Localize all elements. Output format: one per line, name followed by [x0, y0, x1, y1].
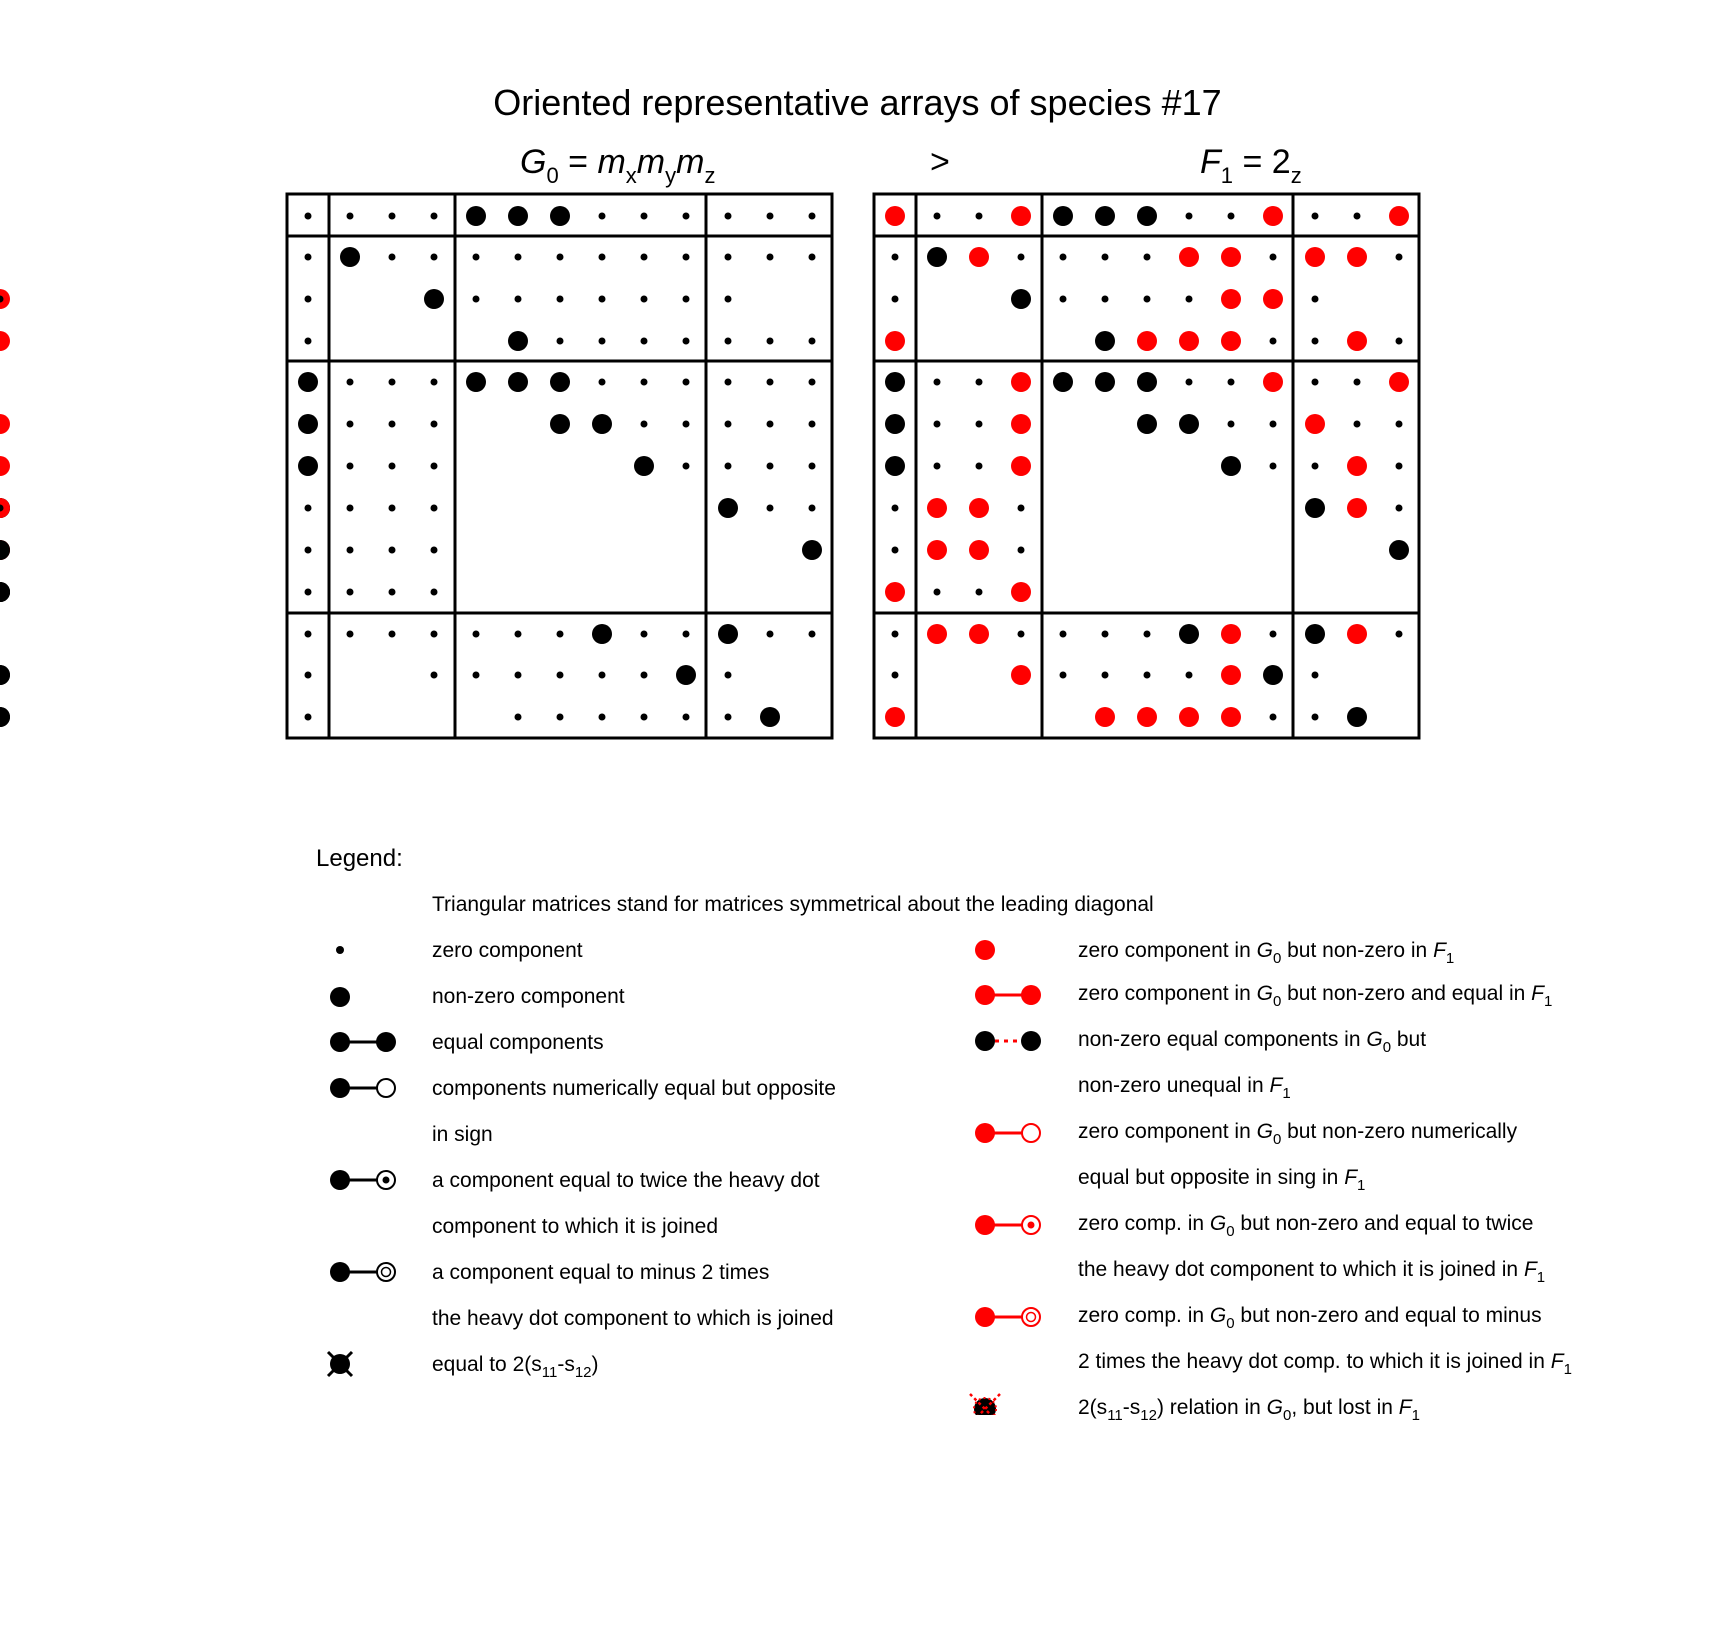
left-array-zero-dot: [347, 547, 354, 554]
left-array-zero-dot: [389, 213, 396, 220]
left-array-zero-dot: [683, 714, 690, 721]
left-array-zero-dot: [473, 296, 480, 303]
left-array-zero-dot: [347, 213, 354, 220]
left-array-zero-dot: [767, 254, 774, 261]
left-array-nonzero-dot: [718, 624, 738, 644]
left-array-nonzero-dot: [550, 372, 570, 392]
left-array-zero-dot: [683, 463, 690, 470]
red-equal-pair-icon: [975, 985, 1041, 1005]
legend-minus-twice-line-2: the heavy dot component to which is joined: [432, 1307, 834, 1330]
left-array-zero-dot: [683, 213, 690, 220]
left-array-zero-dot: [641, 421, 648, 428]
right-array-zero-dot: [1312, 338, 1319, 345]
left-array-nonzero-dot: [592, 624, 612, 644]
left-array-zero-dot: [557, 338, 564, 345]
left-array-zero-dot: [347, 589, 354, 596]
right-array-nonzero-dot: [1347, 707, 1367, 727]
right-array-new-nonzero-dot: [1011, 206, 1031, 226]
legend-right-symbols: [965, 935, 1055, 1415]
right-array-new-nonzero-dot: [1137, 707, 1157, 727]
left-array-zero-dot: [557, 296, 564, 303]
left-array-zero-dot: [809, 421, 816, 428]
right-array-new-nonzero-dot: [1305, 247, 1325, 267]
left-array-zero-dot: [347, 421, 354, 428]
legend-broken-pair-line-1: non-zero equal components in $G_0$ but: [1078, 1028, 1427, 1056]
right-array-zero-dot: [934, 421, 941, 428]
right-array-zero-dot: [1396, 631, 1403, 638]
right-array-nonzero-dot: [1053, 206, 1073, 226]
right-array-new-nonzero-dot: [1179, 331, 1199, 351]
right-array-new-nonzero-dot: [885, 331, 905, 351]
right-array-zero-dot: [1270, 421, 1277, 428]
left-array-zero-dot: [515, 254, 522, 261]
right-array-zero-dot: [1018, 547, 1025, 554]
right-array-header: $F_1 = 2_z$: [1200, 143, 1302, 188]
right-array-new-nonzero-dot: [1347, 624, 1367, 644]
right-array-new-nonzero-dot: [1221, 624, 1241, 644]
legend-red-opposite-line-2: equal but opposite in sing in $F_1$: [1078, 1166, 1366, 1194]
right-array-nonzero-dot: [1095, 372, 1115, 392]
right-array-zero-dot: [1312, 463, 1319, 470]
right-array-zero-dot: [1354, 421, 1361, 428]
lost-cross-dot-icon: [970, 1394, 1000, 1415]
left-array-zero-dot: [305, 589, 312, 596]
left-array-zero-dot: [641, 296, 648, 303]
right-array-frame: [874, 194, 1419, 738]
right-array-zero-dot: [1060, 296, 1067, 303]
right-array-zero-dot: [1186, 672, 1193, 679]
left-array-zero-dot: [725, 379, 732, 386]
legend-twice-line-2: component to which it is joined: [432, 1215, 718, 1238]
right-array-zero-dot: [1144, 254, 1151, 261]
left-array-zero-dot: [683, 254, 690, 261]
right-array-zero-dot: [934, 379, 941, 386]
left-array-zero-dot: [557, 672, 564, 679]
legend-twice-line-1: a component equal to twice the heavy dot: [432, 1169, 820, 1192]
left-array-nonzero-dot: [550, 414, 570, 434]
right-array-nonzero-dot: [1137, 414, 1157, 434]
right-array-nonzero-dot: [0, 582, 10, 602]
right-array-new-nonzero-dot: [969, 540, 989, 560]
right-array-new-nonzero-dot: [1347, 247, 1367, 267]
right-array-new-nonzero-dot: [1305, 414, 1325, 434]
left-array-zero-dot: [683, 338, 690, 345]
left-array-nonzero-dot: [802, 540, 822, 560]
left-array-zero-dot: [389, 589, 396, 596]
left-array-zero-dot: [725, 672, 732, 679]
right-array-new-nonzero-dot: [969, 247, 989, 267]
right-array-zero-dot: [1396, 254, 1403, 261]
right-array-new-nonzero-dot: [1221, 247, 1241, 267]
left-array-nonzero-dot: [760, 707, 780, 727]
left-array-zero-dot: [305, 631, 312, 638]
left-array-zero-dot: [767, 421, 774, 428]
left-array-zero-dot: [725, 296, 732, 303]
right-array-nonzero-dot: [1179, 414, 1199, 434]
legend-equal-components: equal components: [432, 1031, 604, 1054]
right-array-new-nonzero-dot: [927, 624, 947, 644]
left-array-nonzero-dot: [424, 289, 444, 309]
legend-minus-twice-line-1: a component equal to minus 2 times: [432, 1261, 770, 1284]
left-array-zero-dot: [305, 213, 312, 220]
right-array-zero-dot: [1312, 379, 1319, 386]
legend-note: Triangular matrices stand for matrices symmetrical about the leading diagonal: [432, 893, 1154, 916]
right-array-new-nonzero-dot: [1179, 707, 1199, 727]
legend-red-equal-pair: zero component in $G_0$ but non-zero and equal in $F_1$: [1078, 982, 1553, 1010]
left-array-zero-dot: [431, 379, 438, 386]
left-array-zero-dot: [431, 463, 438, 470]
right-array-zero-dot: [892, 672, 899, 679]
left-array-frame: [287, 194, 832, 738]
left-array-zero-dot: [557, 714, 564, 721]
right-array-new-nonzero-dot: [1263, 289, 1283, 309]
left-array-zero-dot: [809, 505, 816, 512]
left-array-zero-dot: [725, 338, 732, 345]
right-array-new-nonzero-dot: [927, 540, 947, 560]
cross-dot-icon: [328, 1352, 352, 1376]
red-twice-pair-icon: [975, 1215, 1040, 1235]
left-array-zero-dot: [809, 631, 816, 638]
right-array-new-nonzero-dot: [969, 498, 989, 518]
right-array-nonzero-dot: [927, 247, 947, 267]
left-array-zero-dot: [389, 379, 396, 386]
right-array-new-nonzero-dot: [1011, 665, 1031, 685]
left-array-zero-dot: [725, 213, 732, 220]
right-array-new-nonzero-dot: [0, 331, 10, 351]
left-array-zero-dot: [725, 254, 732, 261]
right-array-zero-dot: [1270, 631, 1277, 638]
left-array-zero-dot: [389, 254, 396, 261]
right-array-zero-dot: [1354, 213, 1361, 220]
right-array-zero-dot: [1312, 672, 1319, 679]
left-array-zero-dot: [389, 463, 396, 470]
left-array-zero-dot: [557, 631, 564, 638]
left-array-nonzero-dot: [550, 206, 570, 226]
right-array-new-nonzero-dot: [1389, 372, 1409, 392]
left-array-zero-dot: [641, 254, 648, 261]
right-array-zero-dot: [934, 589, 941, 596]
right-array-zero-dot: [892, 505, 899, 512]
legend-title: Legend:: [316, 845, 403, 872]
right-array-nonzero-dot: [1095, 206, 1115, 226]
right-array-new-nonzero-dot: [1221, 707, 1241, 727]
right-array-nonzero-dot: [1137, 206, 1157, 226]
left-array-zero-dot: [473, 254, 480, 261]
right-array-zero-dot: [1102, 254, 1109, 261]
left-array-zero-dot: [473, 631, 480, 638]
right-array-nonzero-dot: [1011, 289, 1031, 309]
right-array-zero-dot: [892, 547, 899, 554]
left-array-zero-dot: [389, 631, 396, 638]
right-array-zero-dot: [1228, 379, 1235, 386]
left-array-zero-dot: [599, 338, 606, 345]
right-array-zero-dot: [1102, 631, 1109, 638]
left-array-zero-dot: [431, 505, 438, 512]
left-array-zero-dot: [599, 714, 606, 721]
legend-red-minus-twice-line-1: zero comp. in $G_0$ but non-zero and equal to minus: [1078, 1304, 1542, 1332]
left-array-zero-dot: [641, 213, 648, 220]
right-array-zero-dot: [934, 463, 941, 470]
left-array-zero-dot: [767, 505, 774, 512]
equal-pair-icon: [330, 1032, 396, 1052]
heavy-dot-icon: [330, 987, 350, 1007]
left-array-zero-dot: [641, 338, 648, 345]
left-array-zero-dot: [809, 338, 816, 345]
left-array-nonzero-dot: [298, 414, 318, 434]
right-array-zero-dot: [1186, 213, 1193, 220]
right-array-zero-dot: [1018, 505, 1025, 512]
right-array-new-nonzero-dot: [1221, 665, 1241, 685]
left-array-nonzero-dot: [340, 247, 360, 267]
left-array-zero-dot: [683, 421, 690, 428]
right-array-zero-dot: [1270, 254, 1277, 261]
left-array-zero-dot: [641, 631, 648, 638]
right-array-zero-dot: [1144, 631, 1151, 638]
legend-red-opposite-line-1: zero component in $G_0$ but non-zero numerically: [1078, 1120, 1518, 1148]
right-array-zero-dot: [1186, 379, 1193, 386]
left-array-nonzero-dot: [508, 331, 528, 351]
red-dot-icon: [975, 940, 995, 960]
right-array-zero-dot: [1228, 213, 1235, 220]
right-array-new-nonzero-dot: [1011, 414, 1031, 434]
left-array-zero-dot: [641, 714, 648, 721]
legend-red-minus-twice-line-2: 2 times the heavy dot comp. to which it is joined in $F_1$: [1078, 1350, 1572, 1378]
left-array-zero-dot: [389, 505, 396, 512]
left-array-zero-dot: [809, 379, 816, 386]
right-array-new-nonzero-dot: [1179, 247, 1199, 267]
legend-opposite-line-1: components numerically equal but opposite: [432, 1077, 836, 1100]
right-array-zero-dot: [1354, 379, 1361, 386]
left-array-zero-dot: [431, 589, 438, 596]
right-array-zero-dot: [1018, 631, 1025, 638]
left-array-nonzero-dot: [508, 206, 528, 226]
left-array-nonzero-dot: [676, 665, 696, 685]
right-array-new-nonzero-dot: [1221, 289, 1241, 309]
legend-non-zero-component: non-zero component: [432, 985, 625, 1008]
left-array-zero-dot: [305, 547, 312, 554]
left-array-zero-dot: [599, 672, 606, 679]
right-array-zero-dot: [892, 296, 899, 303]
minus-twice-pair-icon: [330, 1262, 395, 1282]
left-array-zero-dot: [347, 631, 354, 638]
left-array-zero-dot: [515, 631, 522, 638]
right-array-new-nonzero-dot: [1011, 582, 1031, 602]
right-array-nonzero-dot: [1095, 331, 1115, 351]
left-array-zero-dot: [809, 463, 816, 470]
right-array-new-nonzero-dot: [1011, 372, 1031, 392]
right-array-nonzero-dot: [885, 372, 905, 392]
right-array-zero-dot: [1396, 505, 1403, 512]
left-array-zero-dot: [683, 296, 690, 303]
left-array-zero-dot: [683, 379, 690, 386]
right-array-new-nonzero-dot: [0, 456, 10, 476]
right-array-nonzero-dot: [1389, 540, 1409, 560]
left-array-zero-dot: [473, 672, 480, 679]
right-array-zero-dot: [1186, 296, 1193, 303]
left-array-zero-dot: [347, 505, 354, 512]
legend-broken-pair-line-2: non-zero unequal in $F_1$: [1078, 1074, 1291, 1102]
left-array-zero-dot: [725, 421, 732, 428]
left-array-zero-dot: [767, 463, 774, 470]
left-array-nonzero-dot: [508, 372, 528, 392]
right-array-zero-dot: [1270, 338, 1277, 345]
left-array-zero-dot: [767, 631, 774, 638]
right-array-zero-dot: [976, 589, 983, 596]
left-array-zero-dot: [305, 505, 312, 512]
left-array-nonzero-dot: [298, 372, 318, 392]
left-array-zero-dot: [725, 463, 732, 470]
left-array-zero-dot: [389, 547, 396, 554]
legend-red-dot: zero component in $G_0$ but non-zero in $F_1$: [1078, 939, 1455, 967]
right-array-nonzero-dot: [1137, 372, 1157, 392]
legend-red-twice-line-1: zero comp. in $G_0$ but non-zero and equal to twice: [1078, 1212, 1534, 1240]
right-array-nonzero-dot: [1305, 498, 1325, 518]
left-array-zero-dot: [599, 213, 606, 220]
right-array-new-nonzero-dot: [1137, 331, 1157, 351]
right-array-new-nonzero-dot: [1095, 707, 1115, 727]
left-array-zero-dot: [683, 631, 690, 638]
right-array-zero-dot: [976, 379, 983, 386]
right-array-zero-dot: [976, 213, 983, 220]
broken-pair-icon: [975, 1031, 1041, 1051]
legend-lost-cross-dot: $2(s_{11}-s_{12})$ relation in $G_0$, but lost in $F_1$: [1078, 1396, 1420, 1424]
left-array-nonzero-dot: [466, 372, 486, 392]
left-array-zero-dot: [431, 631, 438, 638]
right-array-new-nonzero-dot: [1263, 206, 1283, 226]
left-array-zero-dot: [305, 714, 312, 721]
right-array-new-nonzero-dot: [1347, 498, 1367, 518]
left-array-zero-dot: [641, 379, 648, 386]
legend-left-symbols: [320, 935, 410, 1385]
small-dot-icon: [336, 946, 344, 954]
left-array-zero-dot: [515, 672, 522, 679]
right-array-new-nonzero-dot: [969, 624, 989, 644]
right-array-zero-dot: [1018, 254, 1025, 261]
right-array-nonzero-dot: [885, 414, 905, 434]
right-array-zero-dot: [1396, 421, 1403, 428]
opposite-pair-icon: [330, 1078, 395, 1098]
left-array-zero-dot: [767, 379, 774, 386]
left-array-zero-dot: [599, 296, 606, 303]
left-array-zero-dot: [431, 421, 438, 428]
legend-red-twice-line-2: the heavy dot component to which it is joined in $F_1$: [1078, 1258, 1546, 1286]
right-array-zero-dot: [1396, 463, 1403, 470]
left-array-nonzero-dot: [718, 498, 738, 518]
left-array-zero-dot: [515, 296, 522, 303]
left-array-zero-dot: [431, 254, 438, 261]
right-array-zero-dot: [934, 213, 941, 220]
right-array-zero-dot: [1312, 296, 1319, 303]
left-array-zero-dot: [305, 254, 312, 261]
left-array-zero-dot: [809, 213, 816, 220]
left-array-header: $G_0 = m_xm_ym_z$: [520, 143, 716, 188]
left-array-zero-dot: [767, 338, 774, 345]
right-array-new-nonzero-dot: [1221, 331, 1241, 351]
right-array-nonzero-dot: [0, 707, 10, 727]
right-array-zero-dot: [1060, 631, 1067, 638]
legend-cross-dot: equal to $2(s_{11}-s_{12})$: [432, 1353, 599, 1381]
left-array-zero-dot: [305, 672, 312, 679]
right-array-zero-dot: [1102, 672, 1109, 679]
right-array-zero-dot: [976, 421, 983, 428]
right-array-new-nonzero-dot: [927, 498, 947, 518]
left-array-zero-dot: [431, 672, 438, 679]
right-array-new-nonzero-dot: [1347, 331, 1367, 351]
right-array-nonzero-dot: [1263, 665, 1283, 685]
left-array-zero-dot: [389, 421, 396, 428]
right-array-zero-dot: [1270, 463, 1277, 470]
left-array-zero-dot: [599, 254, 606, 261]
right-array-nonzero-dot: [1305, 624, 1325, 644]
left-array-nonzero-dot: [592, 414, 612, 434]
right-array-zero-dot: [892, 254, 899, 261]
right-array-zero-dot: [1060, 254, 1067, 261]
left-array-zero-dot: [809, 254, 816, 261]
page-title: Oriented representative arrays of species #17: [493, 82, 1222, 123]
right-array-new-nonzero-dot: [1347, 456, 1367, 476]
right-array-zero-dot: [1228, 421, 1235, 428]
right-array-zero-dot: [892, 631, 899, 638]
right-array-new-nonzero-dot: [1263, 372, 1283, 392]
right-array-zero-dot: [1312, 714, 1319, 721]
right-array-nonzero-dot: [1053, 372, 1073, 392]
left-array-zero-dot: [305, 296, 312, 303]
right-array-zero-dot: [1312, 213, 1319, 220]
right-array-zero-dot: [1270, 714, 1277, 721]
left-array-nonzero-dot: [298, 456, 318, 476]
left-array-zero-dot: [431, 547, 438, 554]
left-array-zero-dot: [431, 213, 438, 220]
left-array-zero-dot: [641, 672, 648, 679]
left-array-zero-dot: [347, 379, 354, 386]
right-array-new-nonzero-dot: [1389, 206, 1409, 226]
right-array-new-nonzero-dot: [885, 206, 905, 226]
right-array-nonzero-dot: [1221, 456, 1241, 476]
left-array-zero-dot: [599, 379, 606, 386]
left-array-zero-dot: [767, 213, 774, 220]
right-array-zero-dot: [1144, 296, 1151, 303]
legend-opposite-line-2: in sign: [432, 1123, 493, 1146]
right-array-zero-dot: [1144, 672, 1151, 679]
left-array-nonzero-dot: [634, 456, 654, 476]
right-array-zero-dot: [1060, 672, 1067, 679]
red-opposite-pair-icon: [975, 1123, 1040, 1143]
right-array-zero-dot: [1396, 338, 1403, 345]
left-array-zero-dot: [725, 714, 732, 721]
right-array-new-nonzero-dot: [885, 707, 905, 727]
right-array-new-nonzero-dot: [1011, 456, 1031, 476]
left-array-zero-dot: [305, 338, 312, 345]
right-array-new-nonzero-dot: [0, 414, 10, 434]
right-array-nonzero-dot: [1179, 624, 1199, 644]
twice-pair-icon: [330, 1170, 395, 1190]
left-array-zero-dot: [515, 714, 522, 721]
right-array-zero-dot: [1102, 296, 1109, 303]
legend-zero-component: zero component: [432, 939, 583, 962]
right-array-new-nonzero-dot: [885, 582, 905, 602]
right-array-nonzero-dot: [885, 456, 905, 476]
right-array-zero-dot: [976, 463, 983, 470]
left-array-zero-dot: [347, 463, 354, 470]
red-minus-twice-pair-icon: [975, 1307, 1040, 1327]
relation-symbol: >: [930, 143, 950, 181]
left-array-nonzero-dot: [466, 206, 486, 226]
left-array-zero-dot: [557, 254, 564, 261]
